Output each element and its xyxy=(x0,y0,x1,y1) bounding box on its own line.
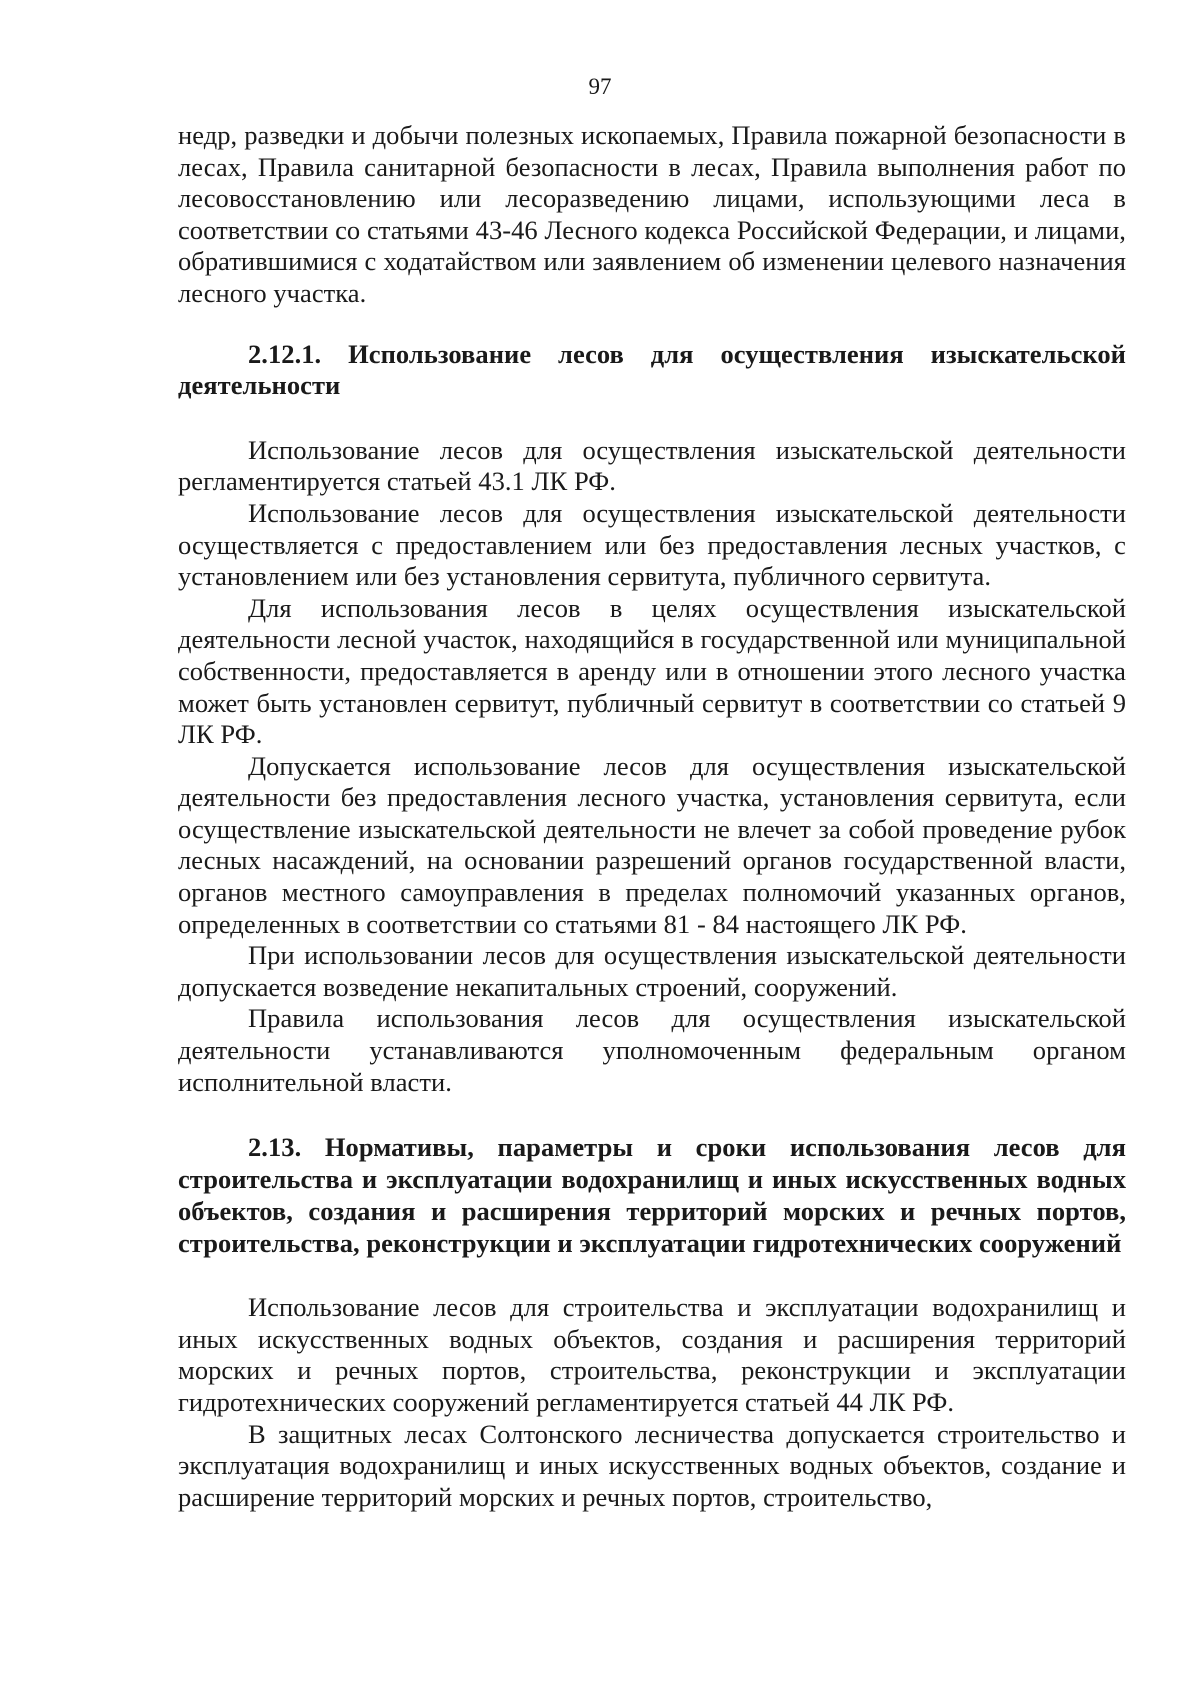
paragraph: Правила использования лесов для осуществления изыскательской деятельности устанавливаются уполномоченным федеральным органом исполнительной власти. xyxy=(178,1003,1126,1097)
paragraph-continuation: недр, разведки и добычи полезных ископаемых, Правила пожарной безопасности в лесах, Правила санитарной безопасности в лесах, Правила выполнения работ по лесовосстановлению или лесоразведению лицами, использующими леса в соответствии со статьями 43-46 Лесного кодекса Российской Федерации, и лицами, обратившимися с ходатайством или заявлением об изменении целевого назначения лесного участка. xyxy=(178,120,1126,308)
section-heading-2-13: 2.13. Нормативы, параметры и сроки использования лесов для строительства и эксплуатации водохранилищ и иных искусственных водных объектов, создания и расширения территорий морских и речных портов, строительства, реконструкции и эксплуатации гидротехнических сооружений xyxy=(178,1132,1126,1259)
document-body xyxy=(178,120,1126,1513)
paragraph: Использование лесов для строительства и эксплуатации водохранилищ и иных искусственных водных объектов, создания и расширения территорий морских и речных портов, строительства, реконструкции и эксплуатации гидротехнических сооружений регламентируется статьей 44 ЛК РФ. xyxy=(178,1292,1126,1417)
paragraph: Использование лесов для осуществления изыскательской деятельности регламентируется статьей 43.1 ЛК РФ. xyxy=(178,434,1126,497)
paragraph: В защитных лесах Солтонского лесничества допускается строительство и эксплуатация водохранилищ и иных искусственных водных объектов, создание и расширение территорий морских и речных портов, строительство, xyxy=(178,1418,1126,1512)
paragraph: Для использования лесов в целях осуществления изыскательской деятельности лесной участок, находящийся в государственной или муниципальной собственности, предоставляется в аренду или в отношении этого лесного участка может быть установлен сервитут, публичный сервитут в соответствии со статьей 9 ЛК РФ. xyxy=(178,592,1126,750)
section-heading-2-12-1: 2.12.1. Использование лесов для осуществления изыскательской деятельности xyxy=(178,338,1126,401)
page-number: 97 xyxy=(588,74,612,99)
paragraph: Допускается использование лесов для осуществления изыскательской деятельности без предоставления лесного участка, установления сервитута, если осуществление изыскательской деятельности не влечет за собой проведение рубок лесных насаждений, на основании разрешений органов государственной власти, органов местного самоуправления в пределах полномочий указанных органов, определенных в соответствии со статьями 81 - 84 настоящего ЛК РФ. xyxy=(178,750,1126,939)
paragraph: Использование лесов для осуществления изыскательской деятельности осуществляется с предоставлением или без предоставления лесных участков, с установлением или без установления сервитута, публичного сервитута. xyxy=(178,497,1126,592)
paragraph: При использовании лесов для осуществления изыскательской деятельности допускается возведение некапитальных строений, сооружений. xyxy=(178,940,1126,1002)
